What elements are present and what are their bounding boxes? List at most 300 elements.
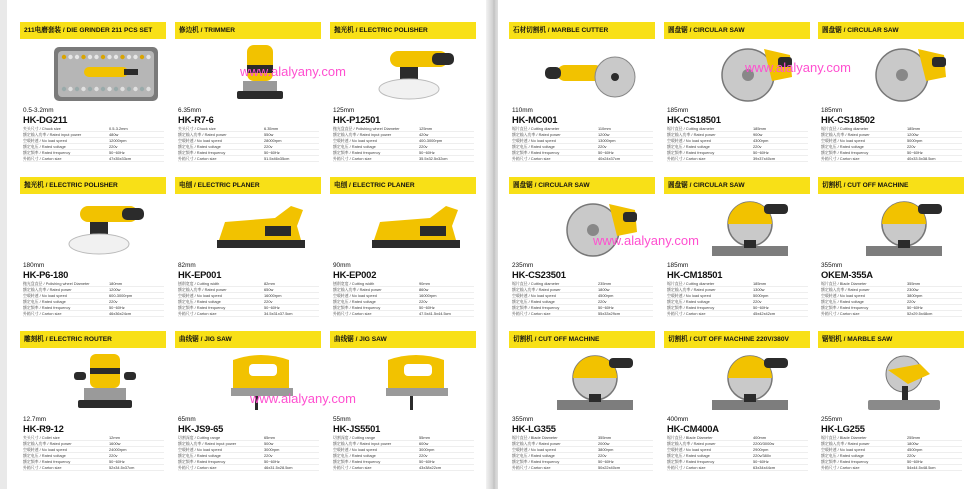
spec-value: 45x42x42cm <box>753 311 776 316</box>
spec-label: 额定频率 / Rated frequency <box>512 150 560 155</box>
spec-value: 16000rpm <box>419 293 437 298</box>
spec-label: 空载转速 / No load speed <box>333 293 377 298</box>
spec-label: 额定输入功率 / Rated power <box>512 287 561 292</box>
spec-label: 外箱尺寸 / Carton size <box>333 311 372 316</box>
page-spine-strip <box>0 0 7 489</box>
spec-value: 1600w <box>109 441 121 446</box>
product-size: 185mm <box>821 107 843 114</box>
product-card <box>330 22 476 162</box>
spec-label: 空载转速 / No load speed <box>178 447 222 452</box>
spec-label: 切割深度 / Cutting range <box>333 435 376 440</box>
product-card <box>509 331 655 471</box>
spec-label: 外箱尺寸 / Carton size <box>178 311 217 316</box>
spec-label: 额定输入功率 / Rated power <box>512 132 561 137</box>
spec-label: 额定输入功率 / Rated input power <box>333 441 392 446</box>
product-size: 125mm <box>333 107 355 114</box>
product-size: 185mm <box>667 107 689 114</box>
spec-label: 额定输入功率 / Rated power <box>667 132 716 137</box>
product-card <box>664 331 810 471</box>
spec-value: 6.35mm <box>264 126 279 131</box>
spec-value: 50~60Hz <box>419 459 435 464</box>
spec-label: 额定频率 / Rated frequency <box>333 459 381 464</box>
spec-label: 锯片直径 / Cutting diameter <box>821 126 869 131</box>
spec-label: 额定电压 / Rated voltage <box>333 144 376 149</box>
spec-value: 220v <box>264 299 273 304</box>
product-model: HK-CM18501 <box>667 269 723 280</box>
product-card <box>20 177 166 317</box>
spec-value: 50~60Hz <box>907 150 923 155</box>
spec-label: 额定频率 / Rated frequency <box>512 305 560 310</box>
spec-label: 额定电压 / Rated voltage <box>512 144 555 149</box>
product-card <box>818 22 964 162</box>
product-card <box>175 177 321 317</box>
planer-icon <box>360 196 472 260</box>
spec-label: 空载转速 / No load speed <box>821 138 865 143</box>
circular-saw-icon <box>848 41 960 105</box>
spec-label: 额定电压 / Rated voltage <box>821 299 864 304</box>
cut-off-machine-icon <box>694 350 806 414</box>
product-category-header: 211电磨套装 / DIE GRINDER 211 PCS SET <box>20 22 166 39</box>
product-category-header: 修边机 / TRIMMER <box>175 22 321 39</box>
spec-label: 外箱尺寸 / Carton size <box>512 465 551 470</box>
spec-table <box>333 126 474 162</box>
product-size: 6.35mm <box>178 107 202 114</box>
spec-label: 额定输入功率 / Rated power <box>178 132 227 137</box>
spec-value: 24000rpm <box>109 447 127 452</box>
product-model: HK-CS23501 <box>512 269 566 280</box>
product-model: HK-P12501 <box>333 114 381 125</box>
spec-value: 220v <box>419 453 428 458</box>
spec-table <box>667 435 808 471</box>
spec-label: 额定频率 / Rated frequency <box>23 459 71 464</box>
spec-value: 4300rpm <box>753 138 769 143</box>
spec-value: 12000rpm <box>109 138 127 143</box>
product-category-header: 曲线锯 / JIG SAW <box>175 331 321 348</box>
spec-label: 外箱尺寸 / Carton size <box>667 465 706 470</box>
spec-label: 额定输入功率 / Rated power <box>178 287 227 292</box>
spec-value: 50x22x40cm <box>598 465 621 470</box>
spec-label: 夹头尺寸 / Chuck size <box>23 126 61 131</box>
product-category-header: 电刨 / ELECTRIC PLANER <box>175 177 321 194</box>
spec-value: 3800rpm <box>598 447 614 452</box>
spec-value: 55mm <box>419 435 430 440</box>
spec-label: 外箱尺寸 / Carton size <box>821 465 860 470</box>
spec-value: 220v <box>598 453 607 458</box>
spec-value: 220v <box>419 299 428 304</box>
spec-label: 额定频率 / Rated frequency <box>512 459 560 464</box>
product-model: HK-JS5501 <box>333 423 381 434</box>
spec-label: 空载转速 / No load speed <box>178 293 222 298</box>
spec-value: 600-3000rpm <box>109 293 133 298</box>
spec-value: 34.5x31x37.5cm <box>264 311 293 316</box>
spec-value: 2300w <box>907 287 919 292</box>
spec-label: 额定输入功率 / Rated power <box>23 441 72 446</box>
spec-label: 额定电压 / Rated voltage <box>667 299 710 304</box>
spec-table <box>821 435 962 471</box>
product-category-header: 切割机 / CUT OFF MACHINE 220V/380V <box>664 331 810 348</box>
spec-table <box>512 435 653 471</box>
spec-value: 220v <box>907 144 916 149</box>
spec-table <box>178 126 319 162</box>
spec-label: 锯片直径 / Cutting diameter <box>667 126 715 131</box>
product-card <box>20 22 166 162</box>
spec-label: 额定电压 / Rated voltage <box>821 144 864 149</box>
spec-label: 额定电压 / Rated voltage <box>512 299 555 304</box>
product-model: HK-CS18501 <box>667 114 721 125</box>
spec-value: 40x24x37cm <box>598 156 621 161</box>
spec-label: 外箱尺寸 / Carton size <box>667 311 706 316</box>
spec-value: 50~60Hz <box>264 150 280 155</box>
spec-label: 额定频率 / Rated frequency <box>23 150 71 155</box>
spec-value: 110mm <box>598 126 611 131</box>
spec-value: 50~60Hz <box>598 305 614 310</box>
product-size: 12.7mm <box>23 416 47 423</box>
spec-label: 额定频率 / Rated frequency <box>821 459 869 464</box>
spec-label: 额定输入功率 / Rated input power <box>178 441 237 446</box>
spec-label: 空载转速 / No load speed <box>821 293 865 298</box>
spec-label: 外箱尺寸 / Carton size <box>23 465 62 470</box>
spec-table <box>23 435 164 471</box>
spec-label: 额定电压 / Rated voltage <box>178 453 221 458</box>
product-card <box>175 22 321 162</box>
cut-off-machine-icon <box>539 350 651 414</box>
product-model: HK-CM400A <box>667 423 719 434</box>
polisher-icon <box>360 41 472 105</box>
spec-value: 180mm <box>109 281 122 286</box>
spec-value: 220v <box>598 144 607 149</box>
spec-label: 外箱尺寸 / Carton size <box>23 156 62 161</box>
product-category-header: 抛光机 / ELECTRIC POLISHER <box>330 22 476 39</box>
spec-value: 5000rpm <box>753 293 769 298</box>
spec-label: 空载转速 / No load speed <box>667 138 711 143</box>
spec-label: 外箱尺寸 / Carton size <box>667 156 706 161</box>
spec-value: 500w <box>264 441 274 446</box>
spec-label: 锯片直径 / Cutting diameter <box>512 126 560 131</box>
product-size: 180mm <box>23 262 45 269</box>
spec-label: 锯片直径 / Blade Diameter <box>821 435 867 440</box>
product-size: 235mm <box>512 262 534 269</box>
product-model: HK-MC001 <box>512 114 558 125</box>
spec-table <box>512 126 653 162</box>
cut-off-machine-icon <box>848 196 960 260</box>
spec-value: 39x37x40cm <box>753 156 776 161</box>
spec-label: 额定输入功率 / Rated input power <box>23 132 82 137</box>
spec-value: 1800w <box>907 441 919 446</box>
planer-icon <box>205 196 317 260</box>
spec-value: 235mm <box>598 281 611 286</box>
product-model: HK-R9-12 <box>23 423 64 434</box>
spec-label: 额定输入功率 / Rated power <box>821 132 870 137</box>
product-card <box>818 177 964 317</box>
spec-value: 50~60Hz <box>264 459 280 464</box>
spec-label: 额定电压 / Rated voltage <box>333 453 376 458</box>
watermark-text: www.alalyany.com <box>250 391 356 406</box>
spec-value: 355mm <box>598 435 611 440</box>
product-category-header: 曲线锯 / JIG SAW <box>330 331 476 348</box>
spec-value: 4500rpm <box>598 293 614 298</box>
spec-label: 空载转速 / No load speed <box>23 293 67 298</box>
product-size: 110mm <box>512 107 533 114</box>
product-model: HK-LG355 <box>512 423 556 434</box>
spec-table <box>667 281 808 317</box>
spec-label: 锯片直径 / Cutting diameter <box>512 281 560 286</box>
spec-label: 额定频率 / Rated frequency <box>23 305 71 310</box>
spec-value: 16000rpm <box>264 293 282 298</box>
circular-saw-icon <box>539 196 651 260</box>
spec-label: 锯片直径 / Blade Diameter <box>821 281 867 286</box>
product-category-header: 圆盘锯 / CIRCULAR SAW <box>818 22 964 39</box>
spec-value: 54x44.5x48.5cm <box>907 465 936 470</box>
spec-label: 额定电压 / Rated voltage <box>821 453 864 458</box>
spec-label: 额定频率 / Rated frequency <box>667 150 715 155</box>
spec-value: 1200w <box>907 132 919 137</box>
product-model: HK-DG211 <box>23 114 68 125</box>
spec-value: 50~60Hz <box>907 305 923 310</box>
spec-value: 50~60Hz <box>264 305 280 310</box>
spec-value: 220v <box>109 453 118 458</box>
spec-label: 额定输入功率 / Rated power <box>667 441 716 446</box>
spec-label: 额定输入功率 / Rated power <box>512 441 561 446</box>
spec-table <box>23 126 164 162</box>
product-model: HK-P6-180 <box>23 269 69 280</box>
product-size: 82mm <box>178 262 196 269</box>
product-size: 185mm <box>667 262 689 269</box>
spec-table <box>333 435 474 471</box>
product-category-header: 圆盘锯 / CIRCULAR SAW <box>664 177 810 194</box>
spec-label: 锯片直径 / Cutting diameter <box>667 281 715 286</box>
spec-value: 43x38x22cm <box>419 465 442 470</box>
spec-value: 650w <box>264 287 274 292</box>
spec-value: 220v <box>109 299 118 304</box>
product-size: 55mm <box>333 416 351 423</box>
spec-label: 抛光盘直径 / Polishing wheel Diameter <box>23 281 90 286</box>
spec-table <box>667 126 808 162</box>
spec-value: 52x34.5x37cm <box>109 465 135 470</box>
spec-label: 额定输入功率 / Rated power <box>333 287 382 292</box>
spec-value: 63x34x44cm <box>753 465 776 470</box>
spec-value: 220v <box>907 299 916 304</box>
spec-label: 外箱尺寸 / Carton size <box>178 465 217 470</box>
spec-label: 外箱尺寸 / Carton size <box>333 156 372 161</box>
product-card <box>509 22 655 162</box>
spec-value: 220v <box>598 299 607 304</box>
spec-value: 420w <box>419 132 429 137</box>
spec-label: 刨削宽度 / Cutting width <box>333 281 375 286</box>
spec-value: 35.5x32.5x32cm <box>419 156 448 161</box>
spec-value: 3000rpm <box>419 447 435 452</box>
spec-value: 550w <box>264 132 274 137</box>
spec-value: 480w <box>109 132 119 137</box>
spec-value: 125mm <box>419 126 432 131</box>
spec-label: 额定频率 / Rated frequency <box>178 305 226 310</box>
spec-value: 355mm <box>907 281 920 286</box>
spec-value: 4500rpm <box>907 447 923 452</box>
product-model: HK-EP002 <box>333 269 377 280</box>
spec-value: 12mm <box>109 435 120 440</box>
spec-label: 额定频率 / Rated frequency <box>821 150 869 155</box>
spec-value: 220v <box>907 453 916 458</box>
spec-label: 抛光盘直径 / Polishing wheel Diameter <box>333 126 400 131</box>
spec-label: 额定频率 / Rated frequency <box>667 459 715 464</box>
spec-label: 额定电压 / Rated voltage <box>667 453 710 458</box>
spec-value: 400-3000rpm <box>419 138 443 143</box>
spec-label: 外箱尺寸 / Carton size <box>23 311 62 316</box>
spec-value: 2200/3000w <box>753 441 775 446</box>
spec-value: 50~60Hz <box>109 150 125 155</box>
spec-label: 空载转速 / No load speed <box>333 447 377 452</box>
miter-saw-icon <box>848 350 960 414</box>
spec-label: 额定频率 / Rated frequency <box>178 459 226 464</box>
spec-label: 夹头尺寸 / Chuck size <box>178 126 216 131</box>
product-category-header: 切割机 / CUT OFF MACHINE <box>818 177 964 194</box>
spec-value: 50~60Hz <box>598 459 614 464</box>
spec-value: 1300w <box>753 287 765 292</box>
spec-value: 50~60Hz <box>753 459 769 464</box>
spec-label: 额定电压 / Rated voltage <box>178 144 221 149</box>
spec-label: 外箱尺寸 / Carton size <box>512 311 551 316</box>
product-size: 400mm <box>667 416 689 423</box>
product-category-header: 石材切割机 / MARBLE CUTTER <box>509 22 655 39</box>
spec-value: 50~60Hz <box>109 305 125 310</box>
spec-value: 52x29.5x48cm <box>907 311 933 316</box>
product-category-header: 圆盘锯 / CIRCULAR SAW <box>509 177 655 194</box>
product-model: OKEM-355A <box>821 269 873 280</box>
spec-table <box>512 281 653 317</box>
spec-label: 额定频率 / Rated frequency <box>333 150 381 155</box>
spec-value: 220v <box>264 144 273 149</box>
product-size: 90mm <box>333 262 351 269</box>
product-category-header: 切割机 / CUT OFF MACHINE <box>509 331 655 348</box>
spec-value: 1200w <box>598 132 610 137</box>
spec-value: 50~60Hz <box>598 150 614 155</box>
spec-label: 外箱尺寸 / Carton size <box>333 465 372 470</box>
spec-value: 28000rpm <box>264 138 282 143</box>
product-model: HK-EP001 <box>178 269 222 280</box>
spec-label: 额定频率 / Rated frequency <box>333 305 381 310</box>
product-model: HK-LG255 <box>821 423 865 434</box>
spec-value: 900w <box>753 132 763 137</box>
spec-label: 额定频率 / Rated frequency <box>667 305 715 310</box>
spec-table <box>178 281 319 317</box>
spec-label: 空载转速 / No load speed <box>512 447 556 452</box>
product-category-header: 抛光机 / ELECTRIC POLISHER <box>20 177 166 194</box>
spec-table <box>23 281 164 317</box>
spec-label: 空载转速 / No load speed <box>333 138 377 143</box>
spec-value: 1800w <box>598 287 610 292</box>
spec-value: 46x36x24cm <box>109 311 132 316</box>
product-category-header: 电刨 / ELECTRIC PLANER <box>330 177 476 194</box>
spec-value: 50~60Hz <box>753 150 769 155</box>
product-size: 355mm <box>821 262 843 269</box>
spec-label: 空载转速 / No load speed <box>512 293 556 298</box>
spec-label: 空载转速 / No load speed <box>667 447 711 452</box>
spec-label: 锯片直径 / Blade Diameter <box>667 435 713 440</box>
product-card <box>664 22 810 162</box>
product-size: 65mm <box>178 416 196 423</box>
product-model: HK-R7-6 <box>178 114 214 125</box>
product-card <box>330 177 476 317</box>
spec-label: 空载转速 / No load speed <box>178 138 222 143</box>
spec-value: 1200w <box>109 287 121 292</box>
spec-label: 空载转速 / No load speed <box>821 447 865 452</box>
cut-off-machine-icon <box>694 196 806 260</box>
spec-label: 额定输入功率 / Rated power <box>821 441 870 446</box>
spec-label: 额定电压 / Rated voltage <box>23 453 66 458</box>
spec-label: 额定输入功率 / Rated power <box>23 287 72 292</box>
die-grinder-kit-icon <box>50 41 162 105</box>
spec-value: 220v <box>419 144 428 149</box>
spec-label: 外箱尺寸 / Carton size <box>178 156 217 161</box>
spec-label: 切割深度 / Cutting range <box>178 435 221 440</box>
product-size: 0.5-3.2mm <box>23 107 54 114</box>
product-card <box>818 331 964 471</box>
marble-cutter-icon <box>539 41 651 105</box>
spec-value: 860w <box>419 287 429 292</box>
spec-table <box>821 281 962 317</box>
product-size: 355mm <box>512 416 534 423</box>
spec-label: 外箱尺寸 / Carton size <box>821 156 860 161</box>
spec-label: 额定电压 / Rated voltage <box>23 144 66 149</box>
watermark-text: www.alalyany.com <box>745 60 851 75</box>
spec-label: 额定电压 / Rated voltage <box>333 299 376 304</box>
spec-table <box>333 281 474 317</box>
spec-label: 额定电压 / Rated voltage <box>178 299 221 304</box>
spec-value: 82mm <box>264 281 275 286</box>
spec-value: 220v <box>109 144 118 149</box>
product-category-header: 锯铝机 / MARBLE SAW <box>818 331 964 348</box>
spec-value: 0.5-3.2mm <box>109 126 128 131</box>
product-model: HK-JS9-65 <box>178 423 224 434</box>
spec-value: 40x33.5x38.5cm <box>907 156 936 161</box>
product-size: 255mm <box>821 416 843 423</box>
spec-value: 50~60Hz <box>109 459 125 464</box>
spec-label: 额定输入功率 / Rated power <box>667 287 716 292</box>
spec-value: 50~60Hz <box>907 459 923 464</box>
spec-table <box>821 126 962 162</box>
spec-table <box>178 435 319 471</box>
spec-value: 185mm <box>753 126 766 131</box>
spec-value: 220v/380v <box>753 453 771 458</box>
spec-label: 额定电压 / Rated voltage <box>512 453 555 458</box>
spec-value: 185mm <box>753 281 766 286</box>
watermark-text: www.alalyany.com <box>593 233 699 248</box>
spec-label: 额定频率 / Rated frequency <box>821 305 869 310</box>
spec-value: 13000rpm <box>598 138 616 143</box>
spec-label: 额定电压 / Rated voltage <box>23 299 66 304</box>
spec-value: 47.5x41.5x44.5cm <box>419 311 451 316</box>
spec-value: 185mm <box>907 126 920 131</box>
spec-value: 3000rpm <box>264 447 280 452</box>
jig-saw-icon <box>360 350 472 414</box>
spec-label: 夹头尺寸 / Collet size <box>23 435 60 440</box>
spec-label: 空载转速 / No load speed <box>23 447 67 452</box>
spec-label: 外箱尺寸 / Carton size <box>821 311 860 316</box>
spec-label: 空载转速 / No load speed <box>667 293 711 298</box>
spec-value: 90mm <box>419 281 430 286</box>
spec-label: 额定输入功率 / Rated input power <box>333 132 392 137</box>
spec-label: 空载转速 / No load speed <box>23 138 67 143</box>
spec-label: 额定输入功率 / Rated power <box>821 287 870 292</box>
spec-value: 51.5x46x35cm <box>264 156 290 161</box>
spec-value: 400mm <box>753 435 766 440</box>
spec-value: 50~60Hz <box>753 305 769 310</box>
spec-value: 50~60Hz <box>419 150 435 155</box>
spec-label: 空载转速 / No load speed <box>512 138 556 143</box>
spec-value: 46x31.5x28.5cm <box>264 465 293 470</box>
spec-label: 外箱尺寸 / Carton size <box>512 156 551 161</box>
spec-value: 50~60Hz <box>419 305 435 310</box>
spec-value: 255mm <box>907 435 920 440</box>
